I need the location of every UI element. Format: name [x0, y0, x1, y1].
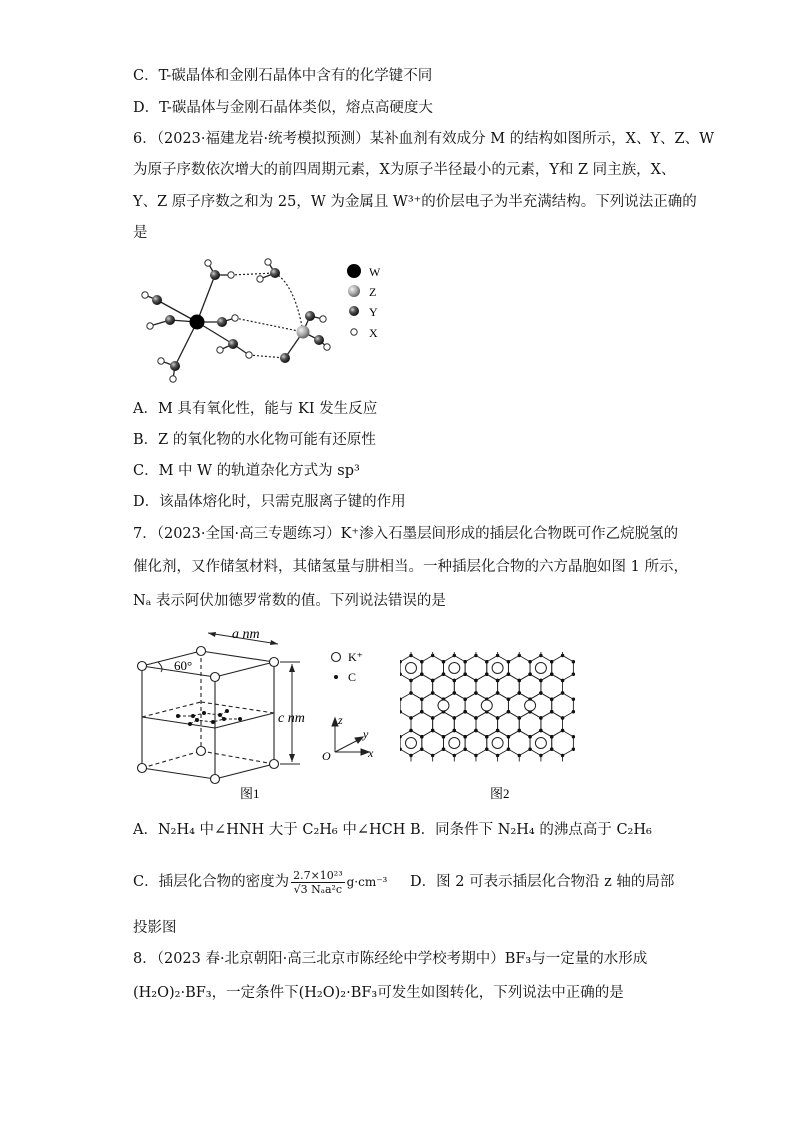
hydrogen-bonds [231, 273, 303, 358]
carbon-atom [485, 673, 488, 676]
carbon-atom [409, 716, 412, 719]
angle-arc [158, 662, 162, 672]
svg-text:Y: Y [369, 305, 378, 319]
q7-option-c-text: C．插层化合物的密度为 [133, 874, 290, 890]
potassium-ion [525, 700, 536, 711]
density-denominator: √3 Nₐa²c [293, 882, 343, 896]
density-numerator: 2.7×10²³ [293, 868, 343, 882]
axis-origin-label: O [322, 749, 331, 763]
carbon-atom [463, 748, 466, 751]
hexagon-cell [476, 712, 498, 737]
axis-x-label: x [368, 746, 374, 760]
hexagon-cell [433, 712, 455, 737]
q7-option-a: A．N₂H₄ 中∠HNH 大于 C₂H₆ 中∠HCH [133, 822, 406, 838]
q6-option-a: A．M 具有氧化性，能与 KI 发生反应 [133, 401, 378, 417]
hexagon-cell [552, 656, 574, 681]
carbon-atom [496, 691, 499, 694]
carbon-atom [431, 691, 434, 694]
carbon-atom [431, 679, 434, 682]
carbon-atom [485, 660, 488, 663]
hexagon-cell [465, 731, 487, 756]
carbon-atom [561, 691, 564, 694]
carbon-atom [420, 660, 423, 663]
potassium-ion [535, 663, 546, 674]
carbon-atom [572, 660, 575, 663]
q7-option-b: B．同条件下 N₂H₄ 的沸点高于 C₂H₆ [410, 822, 652, 838]
q6-stem-line-1: 6．（2023·福建龙岩·统考模拟预测）某补血剂有效成分 M 的结构如图所示，X、Y、Z、W [133, 131, 715, 147]
carbon-atom [485, 735, 488, 738]
carbon-atom [550, 660, 553, 663]
carbon-atom [507, 698, 510, 701]
potassium-projection [406, 663, 547, 749]
hexagon-cell [465, 656, 487, 681]
q7-figure-2-projection [400, 652, 600, 832]
carbon-atom [561, 716, 564, 719]
svg-text:Z: Z [369, 285, 377, 299]
density-unit: g·cm⁻³ [346, 875, 388, 889]
potassium-ion [449, 738, 460, 749]
hexagon-cell [400, 693, 422, 718]
carbon-atom [409, 679, 412, 682]
density-fraction [291, 869, 345, 896]
hexagon-cell [498, 712, 520, 737]
z-atom [297, 326, 310, 339]
svg-text:W: W [369, 265, 381, 279]
carbon-ring [178, 711, 240, 724]
carbon-atom [474, 729, 477, 732]
carbon-atom [518, 679, 521, 682]
carbon-atom [572, 748, 575, 751]
carbon-atom [518, 729, 521, 732]
hexagon-cell [508, 656, 530, 681]
legend-c-label: C [348, 670, 357, 684]
carbon-atom [409, 729, 412, 732]
carbon-atom [431, 729, 434, 732]
hexagon-cell [454, 712, 476, 737]
hexagon-cell [411, 712, 433, 737]
carbon-atom [572, 673, 575, 676]
hexagon-cell [433, 674, 455, 699]
axis-y-label: y [363, 727, 369, 741]
carbon-atom [431, 716, 434, 719]
figure-1-caption: 图1 [240, 786, 260, 801]
q6-stem-line-3: Y、Z 原子序数之和为 25，W 为金属且 W³⁺的价层电子为半充满结构。下列说法正确的 [133, 194, 697, 210]
carbon-atom [528, 735, 531, 738]
hexagon-cell [476, 674, 498, 699]
legend-k-symbol [332, 653, 341, 662]
carbon-atom [507, 748, 510, 751]
carbon-atom [420, 735, 423, 738]
hexagon-cell [411, 674, 433, 699]
carbon-atom [474, 716, 477, 719]
q6-structure-diagram [135, 255, 395, 390]
carbon-atom [550, 710, 553, 713]
carbon-atom [528, 660, 531, 663]
carbon-atom [507, 660, 510, 663]
q5-option-d: D．T-碳晶体与金刚石晶体类似，熔点高硬度大 [133, 100, 433, 116]
q7-stem-line-1: 7．（2023·全国·高三专题练习）K⁺渗入石墨层间形成的插层化合物既可作乙烷脱氢的 [133, 526, 679, 542]
c-dimension-label: c nm [278, 711, 305, 726]
legend-c-symbol [334, 675, 338, 679]
carbon-atom [453, 691, 456, 694]
carbon-atom [463, 698, 466, 701]
svg-text:X: X [369, 326, 378, 340]
carbon-atom [442, 660, 445, 663]
carbon-atom [539, 679, 542, 682]
carbon-atom [572, 698, 575, 701]
hexagon-cell [541, 674, 563, 699]
carbon-atom [463, 710, 466, 713]
carbon-atom [572, 735, 575, 738]
axis-z-label: z [338, 713, 343, 727]
q8-stem-line-1: 8．（2023 春·北京朝阳·高三北京市陈经纶中学校考期中）BF₃与一定量的水形成 [133, 951, 648, 967]
potassium-ion [406, 738, 417, 749]
potassium-ion [492, 663, 503, 674]
hexagon-cell [422, 656, 444, 681]
carbon-atom [507, 710, 510, 713]
carbon-atom [474, 691, 477, 694]
q6-stem-line-4: 是 [133, 225, 148, 241]
potassium-ion [492, 738, 503, 749]
carbon-atom [453, 679, 456, 682]
carbon-atom [561, 679, 564, 682]
a-dimension-label: a nm [232, 627, 260, 642]
q7-figure-1-unit-cell [128, 624, 378, 804]
q7-option-c [133, 862, 387, 902]
carbon-atom [463, 673, 466, 676]
hexagon-cell [552, 731, 574, 756]
q6-option-d: D．该晶体熔化时，只需克服离子键的作用 [133, 494, 406, 510]
carbon-atom [453, 729, 456, 732]
carbon-atom [561, 729, 564, 732]
q7-stem-line-2: 催化剂，又作储氢材料，其储氢量与肼相当。一种插层化合物的六方晶胞如图 1 所示， [133, 559, 688, 575]
carbon-atom [528, 673, 531, 676]
carbon-atom [496, 729, 499, 732]
potassium-ion [438, 700, 449, 711]
carbon-atom [539, 716, 542, 719]
hexagon-cell [519, 674, 541, 699]
q7-stem-line-3: Nₐ 表示阿伏加德罗常数的值。下列说法错误的是 [133, 593, 446, 609]
q6-legend [347, 264, 381, 340]
carbon-atom [420, 673, 423, 676]
carbon-atom [550, 673, 553, 676]
carbon-atom [539, 691, 542, 694]
carbon-atom [550, 698, 553, 701]
carbon-atom [496, 679, 499, 682]
potassium-ion [406, 663, 417, 674]
potassium-ion [535, 738, 546, 749]
hexagon-cell [541, 712, 563, 737]
potassium-ion [449, 663, 460, 674]
hexagon-cell [498, 674, 520, 699]
carbon-atom [485, 748, 488, 751]
carbon-atom [539, 729, 542, 732]
w-atom [190, 315, 205, 330]
q6-option-b: B．Z 的氧化物的水化物可能有还原性 [133, 432, 376, 448]
carbon-atom [442, 735, 445, 738]
carbon-atom [550, 735, 553, 738]
carbon-atom [518, 716, 521, 719]
legend-k-label: K⁺ [348, 650, 363, 664]
carbon-atom [420, 710, 423, 713]
carbon-atom [507, 673, 510, 676]
potassium-ion [481, 700, 492, 711]
q7-option-d-continued: 投影图 [133, 920, 177, 936]
carbon-atom [442, 748, 445, 751]
carbon-atom [420, 748, 423, 751]
carbon-atom [453, 716, 456, 719]
hexagon-cell [422, 731, 444, 756]
q8-stem-line-2: (H₂O)₂·BF₃，一定条件下(H₂O)₂·BF₃可发生如图转化，下列说法中正确的是 [133, 985, 624, 1001]
q7-option-d: D．图 2 可表示插层化合物沿 z 轴的局部 [410, 874, 675, 890]
carbon-atom [550, 748, 553, 751]
angle-label: 60° [174, 658, 193, 673]
carbon-atom [528, 748, 531, 751]
carbon-atom [442, 673, 445, 676]
hexagon-cell [552, 693, 574, 718]
carbon-atom [420, 698, 423, 701]
q6-option-c: C．M 中 W 的轨道杂化方式为 sp³ [133, 463, 360, 479]
hexagon-cell [519, 712, 541, 737]
carbon-atom [518, 691, 521, 694]
carbon-atom [474, 679, 477, 682]
q6-stem-line-2: 为原子序数依次增大的前四周期元素，X为原子半径最小的元素，Y和 Z 同主族，X、 [133, 162, 676, 178]
carbon-atom [496, 716, 499, 719]
carbon-atom [463, 735, 466, 738]
carbon-atom [507, 735, 510, 738]
carbon-atom [409, 691, 412, 694]
figure-2-caption: 图2 [490, 786, 510, 801]
hexagon-cell [508, 731, 530, 756]
q5-option-c: C．T-碳晶体和金刚石晶体中含有的化学键不同 [133, 68, 433, 84]
hexagon-cell [454, 674, 476, 699]
carbon-atom [463, 660, 466, 663]
carbon-atom [572, 710, 575, 713]
